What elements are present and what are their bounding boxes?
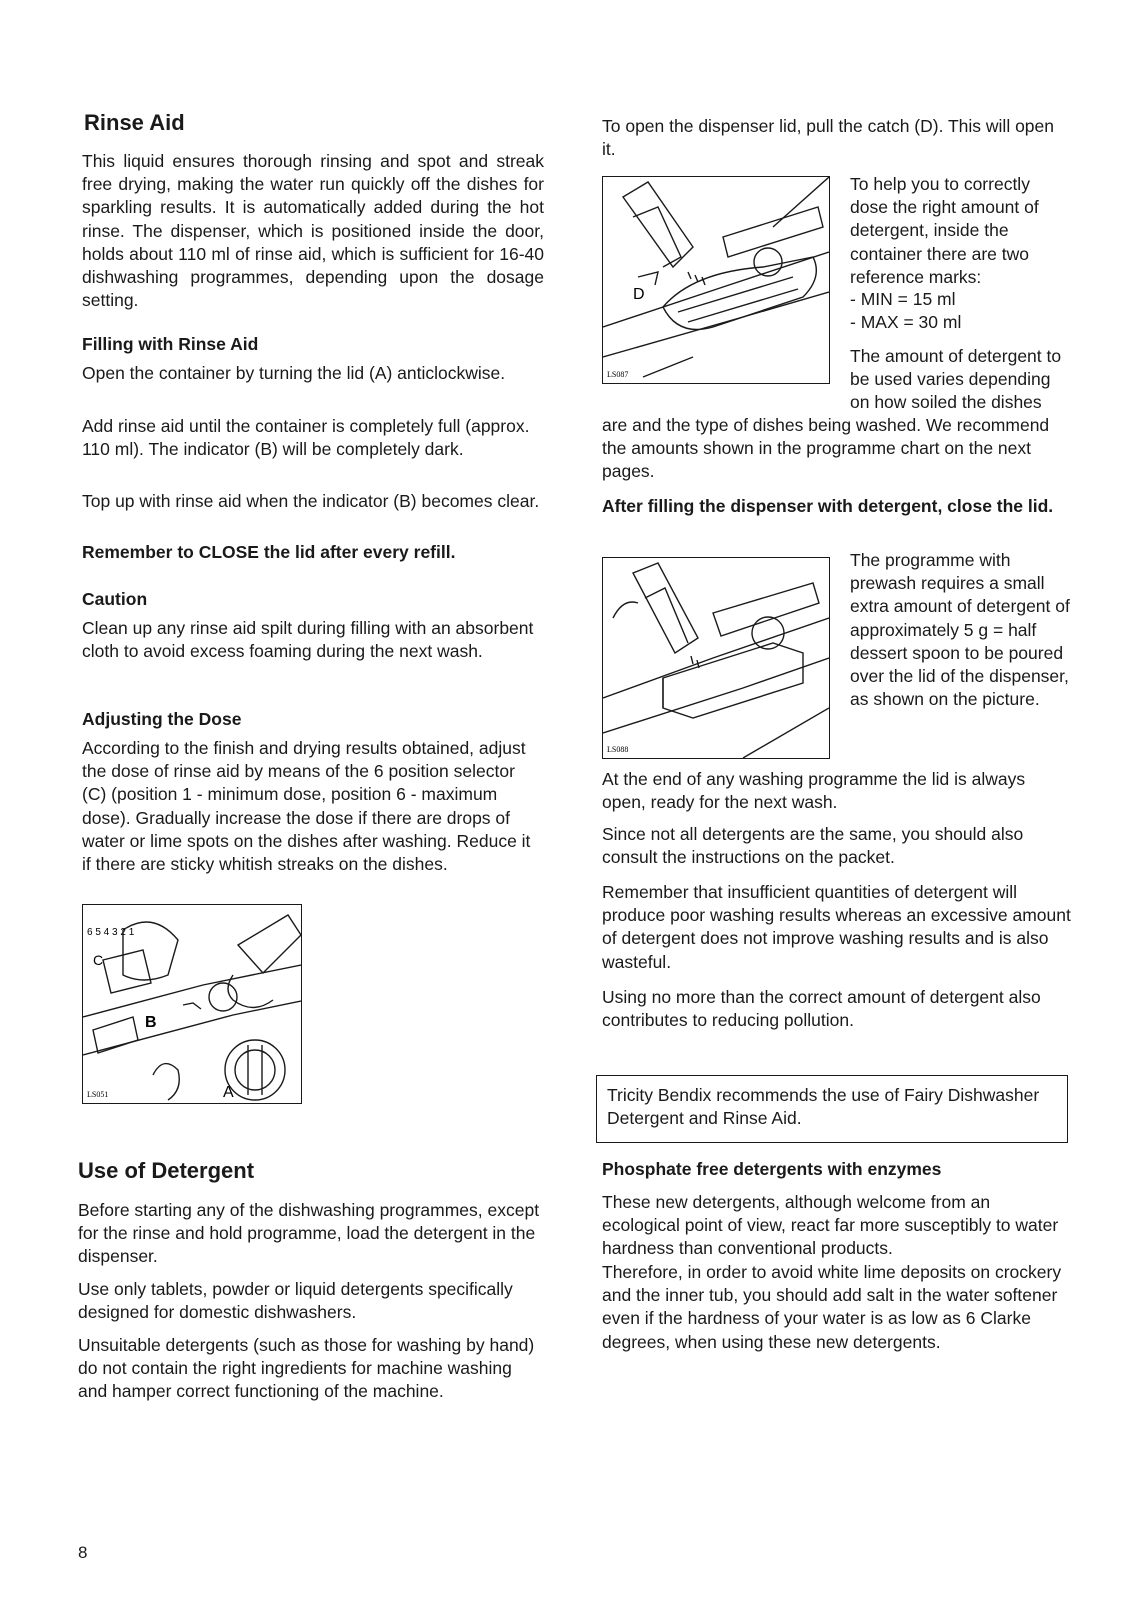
filling-step-topup: Top up with rinse aid when the indicator (B) becomes clear. bbox=[82, 491, 540, 511]
insufficient-quantities-text: Remember that insufficient quantities of detergent will produce poor washing results whereas an excessive amount of detergent does not improve washing results and is also wasteful. bbox=[602, 882, 1071, 972]
figure-code-ls088: LS088 bbox=[607, 745, 629, 754]
rinse-aid-intro: This liquid ensures thorough rinsing and spot and streak free drying, making the water run quickly off the dishes for sparkling results. It is automatically added during the hot rinse. The dispenser, which is positioned inside the door, holds about 110 ml of rinse aid, which is sufficient for 16-40 dishwashing programmes, depending upon the dosage setting. bbox=[82, 151, 544, 311]
figure-code-ls087: LS087 bbox=[607, 370, 629, 379]
filling-reminder: Remember to CLOSE the lid after every refill. bbox=[82, 542, 456, 562]
recommendation-note: Tricity Bendix recommends the use of Fairy Dishwasher Detergent and Rinse Aid. bbox=[607, 1085, 1040, 1129]
page-number: 8 bbox=[78, 1543, 88, 1562]
dispenser-open-drawing bbox=[603, 177, 829, 383]
dispenser-open-figure bbox=[602, 176, 830, 384]
amount-text-part1: The amount of detergent to be used varies depending on how soiled the dishes bbox=[850, 346, 1062, 413]
filling-step-add: Add rinse aid until the container is completely full (approx. 110 ml). The indicator (B) will be completely dark. bbox=[82, 416, 530, 460]
rinse-aid-dispenser-drawing bbox=[83, 905, 301, 1103]
adjust-dose-text: According to the finish and drying results obtained, adjust the dose of rinse aid by means of the 6 position selector (C) (position 1 - minimum dose, position 6 - maximum dose). Gradually increase the dose if there are drops of water or lime spots on the dishes after washing. Reduce it if there are sticky whitish streaks on the dishes. bbox=[82, 738, 531, 875]
selector-digits: 6 5 4 3 2 1 bbox=[87, 927, 135, 938]
rinse-aid-dispenser-figure bbox=[82, 904, 302, 1104]
adjust-dose-heading: Adjusting the Dose bbox=[82, 709, 242, 729]
label-a: A bbox=[223, 1084, 234, 1101]
end-of-programme-text: At the end of any washing programme the lid is always open, ready for the next wash. bbox=[602, 769, 1026, 813]
mark-min: - MIN = 15 ml bbox=[850, 289, 956, 309]
label-b: B bbox=[145, 1014, 157, 1031]
filling-heading: Filling with Rinse Aid bbox=[82, 334, 259, 354]
recommendation-note-box bbox=[596, 1075, 1068, 1143]
filling-step-open: Open the container by turning the lid (A) anticlockwise. bbox=[82, 363, 506, 383]
use-of-detergent-p3: Unsuitable detergents (such as those for washing by hand) do not contain the right ingredients for machine washing and hamper correct functioning of the machine. bbox=[78, 1335, 535, 1402]
prewash-text: The programme with prewash requires a small extra amount of detergent of approximately 5 g = half dessert spoon to be poured over the lid of the dispenser, as shown on the picture. bbox=[850, 550, 1070, 710]
open-dispenser-text: To open the dispenser lid, pull the catch (D). This will open it. bbox=[602, 116, 1055, 160]
rinse-aid-title: Rinse Aid bbox=[84, 110, 185, 135]
label-c: C bbox=[93, 952, 104, 968]
amount-text-part2: are and the type of dishes being washed. We recommend the amounts shown in the programme chart on the next pages. bbox=[602, 415, 1050, 482]
mark-max: - MAX = 30 ml bbox=[850, 312, 962, 332]
phosphate-heading: Phosphate free detergents with enzymes bbox=[602, 1159, 942, 1179]
dose-reference-text: To help you to correctly dose the right amount of detergent, inside the container there are two reference marks: bbox=[850, 174, 1039, 287]
prewash-drawing bbox=[603, 558, 829, 758]
prewash-figure bbox=[602, 557, 830, 759]
phosphate-p1: These new detergents, although welcome from an ecological point of view, react far more susceptibly to water hardness than conventional products. bbox=[602, 1192, 1059, 1259]
label-d: D bbox=[633, 286, 645, 303]
caution-heading: Caution bbox=[82, 589, 148, 609]
use-of-detergent-title: Use of Detergent bbox=[78, 1158, 255, 1183]
close-lid-instruction: After filling the dispenser with detergent, close the lid. bbox=[602, 496, 1054, 516]
caution-text: Clean up any rinse aid spilt during filling with an absorbent cloth to avoid excess foaming during the next wash. bbox=[82, 618, 534, 662]
use-of-detergent-p2: Use only tablets, powder or liquid detergents specifically designed for domestic dishwashers. bbox=[78, 1279, 513, 1323]
figure-code-ls051: LS051 bbox=[87, 1090, 109, 1099]
phosphate-p2: Therefore, in order to avoid white lime deposits on crockery and the inner tub, you should add salt in the water softener even if the hardness of your water is as low as 6 Clarke degrees, when using these new detergents. bbox=[602, 1262, 1062, 1352]
pollution-text: Using no more than the correct amount of detergent also contributes to reducing pollution. bbox=[602, 987, 1041, 1031]
detergents-not-same-text: Since not all detergents are the same, you should also consult the instructions on the packet. bbox=[602, 824, 1024, 868]
use-of-detergent-p1: Before starting any of the dishwashing programmes, except for the rinse and hold programme, load the detergent in the dispenser. bbox=[78, 1200, 540, 1267]
